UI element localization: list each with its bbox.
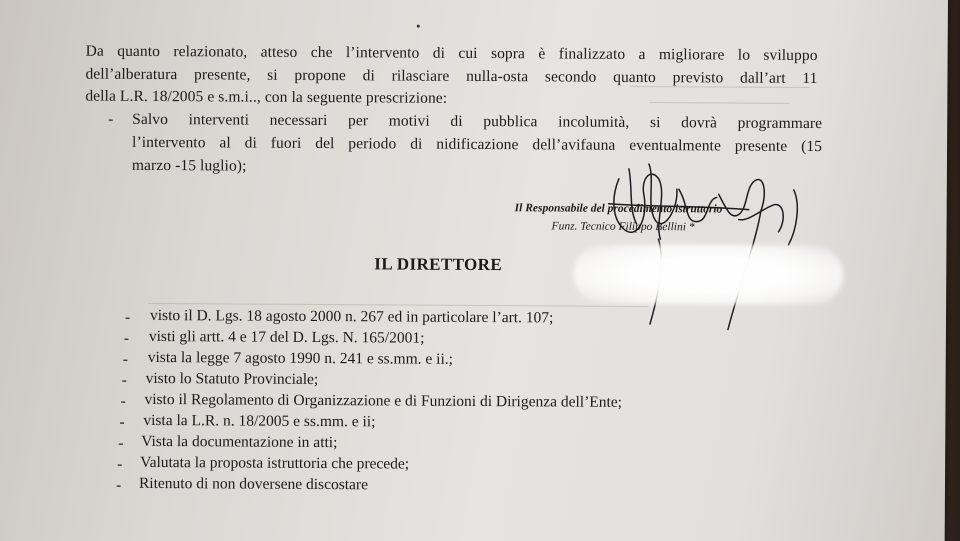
responsible-title: Il Responsabile del procedimento istruttorio (514, 202, 723, 216)
show-through-line (148, 303, 648, 307)
list-dash: - (118, 434, 124, 452)
prescription-line-3: marzo -15 luglio); (131, 156, 247, 175)
show-through-line (649, 102, 789, 104)
list-dash: - (124, 308, 131, 326)
list-item: vista la legge 7 agosto 1990 n. 241 e ss.mm. e ii.; (147, 348, 454, 368)
list-item: visto lo Statuto Provinciale; (145, 369, 319, 389)
list-dash: - (119, 413, 125, 431)
list-dash: - (115, 476, 122, 494)
ink-dot (417, 25, 420, 28)
redaction-blur (573, 244, 843, 306)
list-dash: - (120, 392, 126, 410)
list-dash: - (122, 350, 128, 368)
director-heading: IL DIRETTORE (374, 254, 503, 275)
prescription-line-2: l’intervento al di fuori del periodo di nidificazione dell’avifauna eventualmente presente (15 (132, 133, 823, 156)
list-dash: - (121, 371, 127, 389)
list-item: visto il Regolamento di Organizzazione e di Funzioni di Dirigenza dell’Ente; (144, 390, 623, 411)
list-item: visti gli artt. 4 e 17 del D. Lgs. N. 165/2001; (148, 327, 425, 347)
prescription-line-1: Salvo interventi necessari per motivi di pubblica incolumità, si dovrà programmare (132, 110, 823, 133)
list-item: visto il D. Lgs. 18 agosto 2000 n. 267 ed in particolare l’art. 107; (149, 306, 554, 327)
list-item: vista la L.R. n. 18/2005 e ss.mm. e ii; (143, 411, 376, 431)
list-dash: - (123, 329, 130, 347)
paragraph-line-2: dell’alberatura presente, si propone di rilasciare nulla-osta secondo quanto previsto dall’art 11 (85, 65, 818, 88)
paragraph-line-1: Da quanto relazionato, atteso che l’intervento di cui sopra è finalizzato a migliorare lo sviluppo (85, 42, 818, 65)
list-item: Ritenuto di non doversene discostare (138, 474, 369, 494)
paragraph-line-3: della L.R. 18/2005 e s.m.i.., con la seguente prescrizione: (85, 87, 448, 107)
responsible-name: Funz. Tecnico Filippo Bellini * (551, 220, 695, 234)
prescription-dash: - (108, 110, 114, 128)
list-item: Vista la documentazione in atti; (141, 432, 338, 452)
list-dash: - (117, 455, 123, 473)
list-item: Valutata la proposta istruttoria che precede; (140, 453, 410, 473)
